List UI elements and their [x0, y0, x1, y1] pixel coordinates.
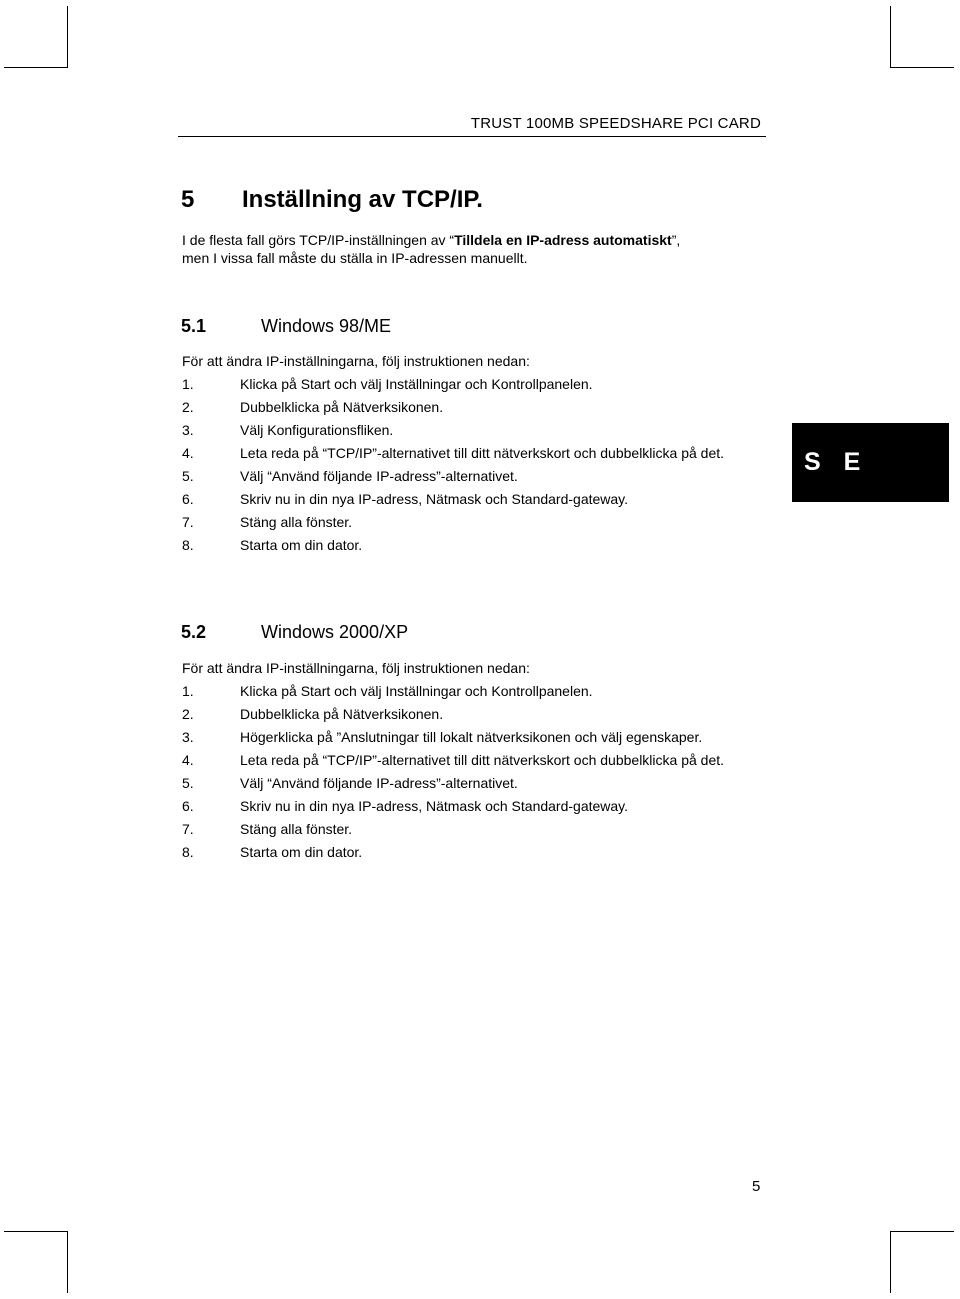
crop-mark-top-left-horizontal: [4, 67, 68, 68]
step-number: 4.: [182, 445, 194, 461]
step-text: Starta om din dator.: [240, 844, 363, 860]
step-text: Klicka på Start och välj Inställningar och Kontrollpanelen.: [240, 683, 593, 699]
step-text: Skriv nu in din nya IP-adress, Nätmask och Standard-gateway.: [240, 491, 629, 507]
intro-line1-after: ”,: [671, 232, 681, 248]
step-text: Välj “Använd följande IP-adress”-alternativet.: [240, 468, 518, 484]
section-heading-5-1: [181, 316, 391, 337]
step-text: Leta reda på “TCP/IP”-alternativet till ditt nätverkskort och dubbelklicka på det.: [240, 752, 725, 768]
crop-mark-top-right-vertical: [890, 6, 891, 68]
chapter-number: 5: [181, 186, 195, 213]
section-lead: För att ändra IP-inställningarna, följ instruktionen nedan:: [182, 353, 530, 369]
running-header: TRUST 100MB SPEEDSHARE PCI CARD: [470, 115, 761, 132]
step-number: 8.: [182, 844, 194, 860]
step-text: Skriv nu in din nya IP-adress, Nätmask och Standard-gateway.: [240, 798, 629, 814]
list-item: [182, 375, 762, 393]
step-number: 1.: [182, 683, 194, 699]
step-text: Klicka på Start och välj Inställningar och Kontrollpanelen.: [240, 376, 593, 392]
step-number: 3.: [182, 422, 194, 438]
step-text: Leta reda på “TCP/IP”-alternativet till ditt nätverkskort och dubbelklicka på det.: [240, 445, 725, 461]
step-text: Välj Konfigurationsfliken.: [240, 422, 394, 438]
step-number: 2.: [182, 706, 194, 722]
section-number: 5.1: [181, 316, 207, 336]
list-item: [182, 751, 762, 769]
step-number: 2.: [182, 399, 194, 415]
step-text: Starta om din dator.: [240, 537, 363, 553]
intro-line1-bold: Tilldela en IP-adress automatiskt: [454, 232, 672, 248]
crop-mark-bottom-left-vertical: [67, 1231, 68, 1293]
list-item: [182, 536, 762, 554]
list-item: [182, 467, 762, 485]
step-number: 6.: [182, 491, 194, 507]
chapter-title: Inställning av TCP/IP.: [242, 186, 483, 213]
section-body-5-2: [182, 659, 762, 866]
list-item: [182, 444, 762, 462]
section-number: 5.2: [181, 622, 207, 642]
list-item: [182, 774, 762, 792]
step-text: Stäng alla fönster.: [240, 821, 353, 837]
step-number: 8.: [182, 537, 194, 553]
language-tab: S E: [792, 423, 949, 502]
list-item: [182, 490, 762, 508]
list-item: [182, 682, 762, 700]
list-item: [182, 421, 762, 439]
section-title: Windows 98/ME: [261, 316, 392, 336]
list-item: [182, 797, 762, 815]
step-number: 6.: [182, 798, 194, 814]
step-number: 5.: [182, 775, 194, 791]
header-rule: [178, 136, 766, 137]
crop-mark-bottom-right-horizontal: [890, 1231, 954, 1232]
step-number: 5.: [182, 468, 194, 484]
step-text: Högerklicka på ”Anslutningar till lokalt nätverksikonen och välj egenskaper.: [240, 729, 703, 745]
crop-mark-top-right-horizontal: [890, 67, 954, 68]
intro-paragraph: [182, 231, 762, 267]
section-title: Windows 2000/XP: [261, 622, 409, 642]
step-text: Välj “Använd följande IP-adress”-alternativet.: [240, 775, 518, 791]
list-item: [182, 513, 762, 531]
crop-mark-top-left-vertical: [67, 6, 68, 68]
step-number: 1.: [182, 376, 194, 392]
list-item: [182, 398, 762, 416]
list-item: [182, 843, 762, 861]
list-item: [182, 705, 762, 723]
intro-line2: men I vissa fall måste du ställa in IP-adressen manuellt.: [182, 250, 528, 266]
step-number: 4.: [182, 752, 194, 768]
step-number: 7.: [182, 821, 194, 837]
crop-mark-bottom-left-horizontal: [4, 1231, 68, 1232]
step-text: Stäng alla fönster.: [240, 514, 353, 530]
section-heading-5-2: [181, 622, 408, 643]
chapter-heading: [181, 186, 483, 214]
page-number: 5: [752, 1178, 761, 1195]
section-body-5-1: [182, 352, 762, 559]
intro-line1-before: I de flesta fall görs TCP/IP-inställningen av “: [182, 232, 455, 248]
section-lead: För att ändra IP-inställningarna, följ instruktionen nedan:: [182, 660, 530, 676]
step-text: Dubbelklicka på Nätverksikonen.: [240, 399, 444, 415]
crop-mark-bottom-right-vertical: [890, 1231, 891, 1293]
step-text: Dubbelklicka på Nätverksikonen.: [240, 706, 444, 722]
list-item: [182, 728, 762, 746]
step-number: 7.: [182, 514, 194, 530]
step-number: 3.: [182, 729, 194, 745]
list-item: [182, 820, 762, 838]
